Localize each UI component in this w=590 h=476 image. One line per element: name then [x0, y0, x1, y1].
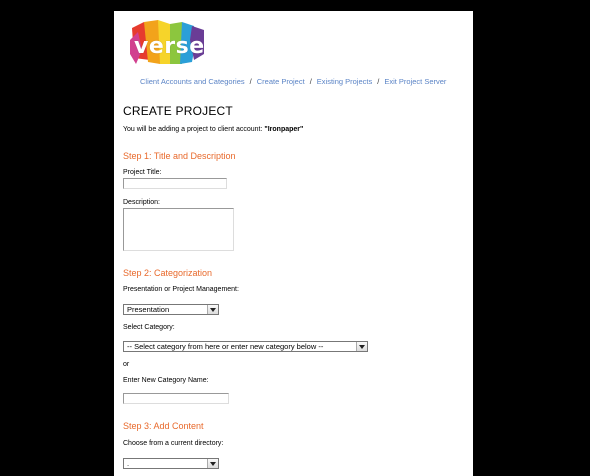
nav-existing-projects[interactable]: Existing Projects	[316, 77, 373, 86]
step1-heading: Step 1: Title and Description	[123, 151, 236, 161]
logo-text: verse	[134, 34, 205, 59]
description-textarea[interactable]	[123, 208, 234, 251]
nav-exit-project-server[interactable]: Exit Project Server	[384, 77, 447, 86]
dropdown-arrow-icon	[356, 342, 367, 351]
project-title-input[interactable]	[123, 178, 227, 189]
or-text: or	[123, 361, 130, 368]
project-title-label: Project Title:	[123, 169, 162, 176]
nav-separator: /	[377, 77, 380, 86]
directory-select[interactable]	[123, 458, 219, 469]
verse-logo	[130, 20, 206, 66]
intro-text	[123, 126, 303, 133]
nav-client-accounts[interactable]: Client Accounts and Categories	[140, 77, 245, 86]
new-category-input[interactable]	[123, 393, 229, 404]
new-category-label: Enter New Category Name:	[123, 377, 209, 384]
step2-heading: Step 2: Categorization	[123, 268, 213, 278]
page-title: CREATE PROJECT	[123, 104, 233, 118]
nav-separator: /	[309, 77, 312, 86]
directory-select-value: .	[127, 459, 130, 468]
create-project-page	[114, 11, 473, 476]
step3-heading: Step 3: Add Content	[123, 421, 204, 431]
description-label: Description:	[123, 199, 160, 206]
top-navigation	[140, 77, 470, 86]
select-category-label: Select Category:	[123, 324, 175, 331]
presentation-type-select[interactable]	[123, 304, 219, 315]
directory-label: Choose from a current directory:	[123, 440, 224, 447]
category-select-value: -- Select category from here or enter new category below --	[127, 342, 324, 351]
nav-separator: /	[249, 77, 252, 86]
dropdown-arrow-icon	[207, 459, 218, 468]
nav-create-project[interactable]: Create Project	[256, 77, 305, 86]
client-account-name: "Ironpaper"	[264, 126, 304, 133]
dropdown-arrow-icon	[207, 305, 218, 314]
presentation-type-value: Presentation	[127, 305, 170, 314]
presentation-type-label: Presentation or Project Management:	[123, 286, 239, 293]
intro-prefix: You will be adding a project to client account:	[123, 126, 263, 133]
category-select[interactable]	[123, 341, 368, 352]
